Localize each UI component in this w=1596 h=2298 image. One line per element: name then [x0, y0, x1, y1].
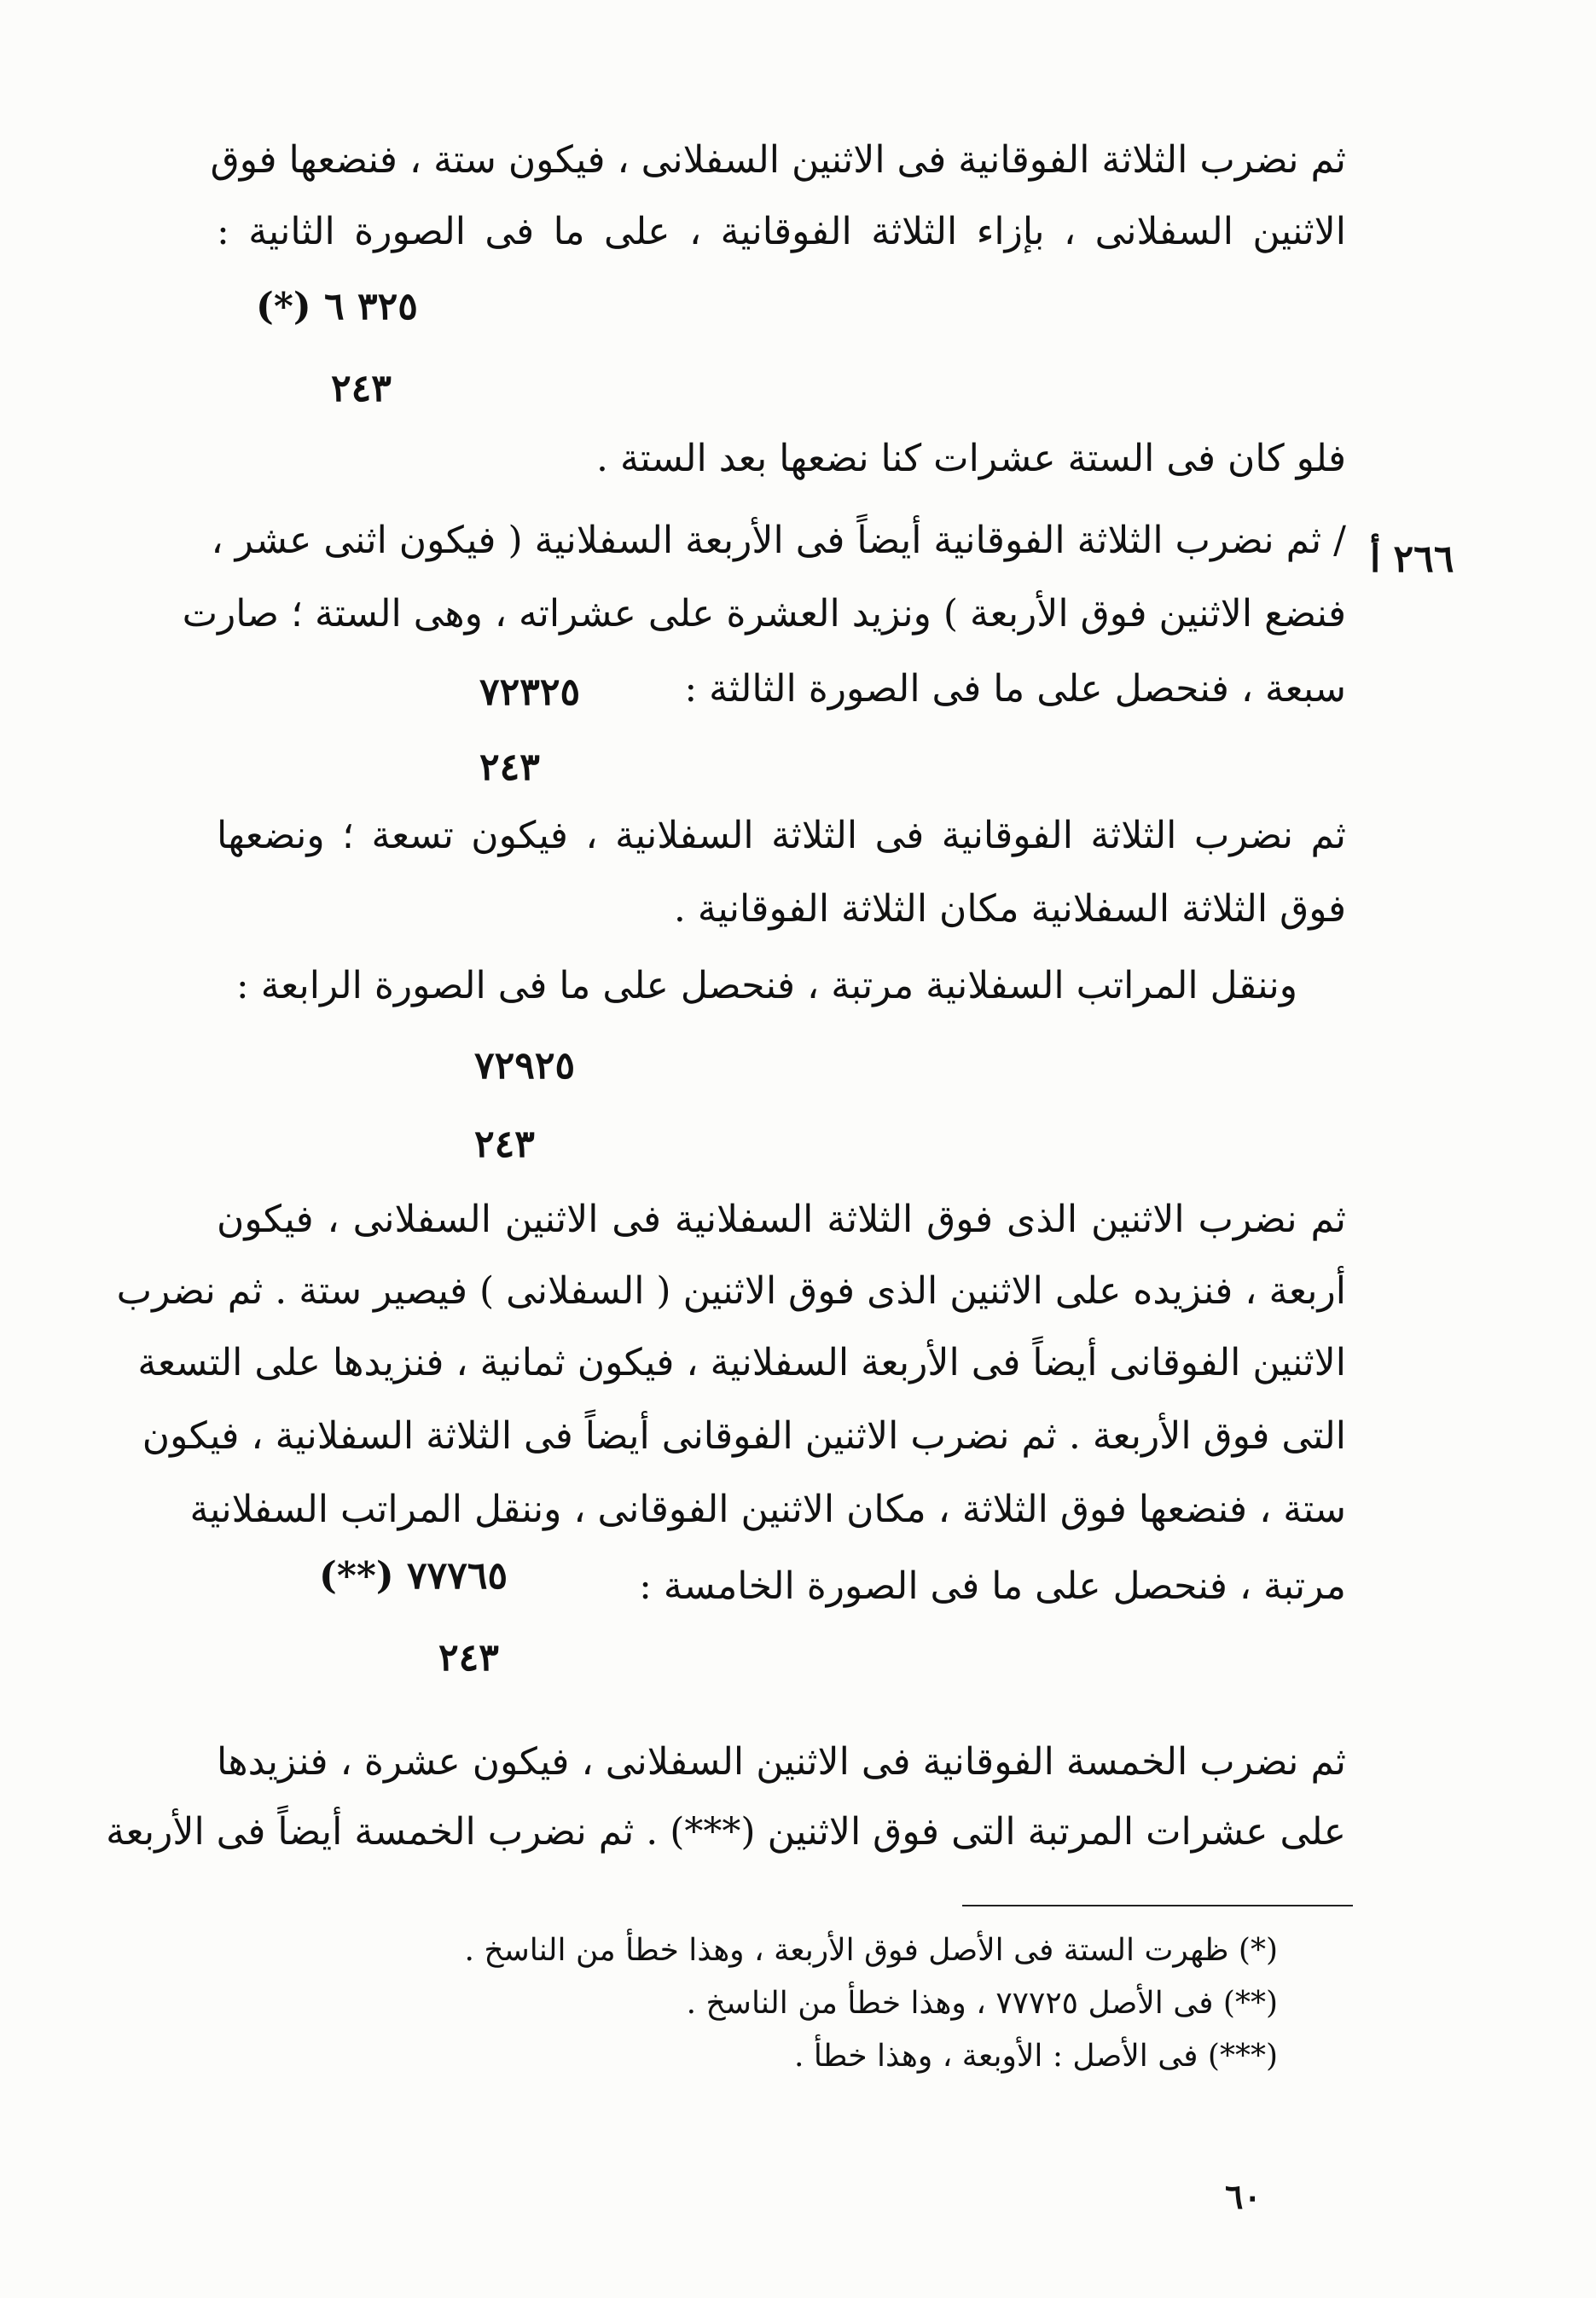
body-line-2: الاثنين السفلانى ، بإزاء الثلاثة الفوقانية ، على ما فى الصورة الثانية :: [217, 210, 1346, 253]
body-line-15: مرتبة ، فنحصل على ما فى الصورة الخامسة :: [639, 1564, 1346, 1608]
body-line-12: الاثنين الفوقانى أيضاً فى الأربعة السفلانية ، فيكون ثمانية ، فنزيدها على التسعة: [137, 1341, 1346, 1384]
figure-3-top-number: ٧٢٩٢٥: [474, 1044, 576, 1088]
body-line-10: ثم نضرب الاثنين الذى فوق الثلاثة السفلانية فى الاثنين السفلانى ، فيكون: [217, 1198, 1346, 1241]
body-line-14: ستة ، فنضعها فوق الثلاثة ، مكان الاثنين الفوقانى ، وننقل المراتب السفلانية: [189, 1488, 1346, 1531]
body-line-6: سبعة ، فنحصل على ما فى الصورة الثالثة :: [684, 667, 1346, 711]
body-line-8: فوق الثلاثة السفلانية مكان الثلاثة الفوقانية .: [673, 887, 1346, 931]
figure-4-bottom-number: ٢٤٣: [438, 1636, 499, 1680]
figure-2-bottom-number: ٢٤٣: [479, 746, 540, 789]
body-line-5: فنضع الاثنين فوق الأربعة ) ونزيد العشرة على عشراته ، وهى الستة ؛ صارت: [182, 592, 1346, 635]
body-line-7: ثم نضرب الثلاثة الفوقانية فى الثلاثة السفلانية ، فيكون تسعة ؛ ونضعها: [217, 814, 1346, 857]
footnote-2: (**) فى الأصل ٧٧٧٢٥ ، وهذا خطأ من الناسخ .: [686, 1986, 1278, 2021]
body-line-3: فلو كان فى الستة عشرات كنا نضعها بعد الستة .: [595, 437, 1346, 480]
footnote-1: (*) ظهرت الستة فى الأصل فوق الأربعة ، وهذا خطأ من الناسخ .: [464, 1933, 1278, 1968]
body-line-13: التى فوق الأربعة . ثم نضرب الاثنين الفوقانى أيضاً فى الثلاثة السفلانية ، فيكون: [142, 1414, 1346, 1458]
body-line-4: / ثم نضرب الثلاثة الفوقانية أيضاً فى الأربعة السفلانية ( فيكون اثنى عشر ،: [211, 519, 1346, 562]
body-line-16: ثم نضرب الخمسة الفوقانية فى الاثنين السفلانى ، فيكون عشرة ، فنزيدها: [217, 1740, 1346, 1784]
figure-1-bottom-number: ٢٤٣: [331, 367, 392, 410]
body-line-17: على عشرات المرتبة التى فوق الاثنين (***) . ثم نضرب الخمسة أيضاً فى الأربعة: [106, 1810, 1346, 1854]
figure-4-top-number: ٧٧٧٦٥ (**): [319, 1554, 508, 1598]
footnote-divider: [962, 1905, 1353, 1906]
margin-folio-marker: ٢٦٦ أ: [1370, 537, 1454, 581]
figure-1-top-number: ٣٢٥ ٦ (*): [256, 285, 418, 328]
page-number: ٦٠: [1225, 2177, 1262, 2217]
body-line-11: أربعة ، فنزيده على الاثنين الذى فوق الاثنين ( السفلانى ) فيصير ستة . ثم نضرب: [116, 1269, 1346, 1313]
body-line-9: وننقل المراتب السفلانية مرتبة ، فنحصل على ما فى الصورة الرابعة :: [235, 964, 1297, 1007]
figure-2-top-number: ٧٢٣٢٥: [479, 670, 581, 714]
body-line-1: ثم نضرب الثلاثة الفوقانية فى الاثنين السفلانى ، فيكون ستة ، فنضعها فوق: [210, 138, 1346, 182]
footnote-3: (***) فى الأصل : الأوبعة ، وهذا خطأ .: [793, 2039, 1278, 2074]
figure-3-bottom-number: ٢٤٣: [474, 1123, 535, 1166]
